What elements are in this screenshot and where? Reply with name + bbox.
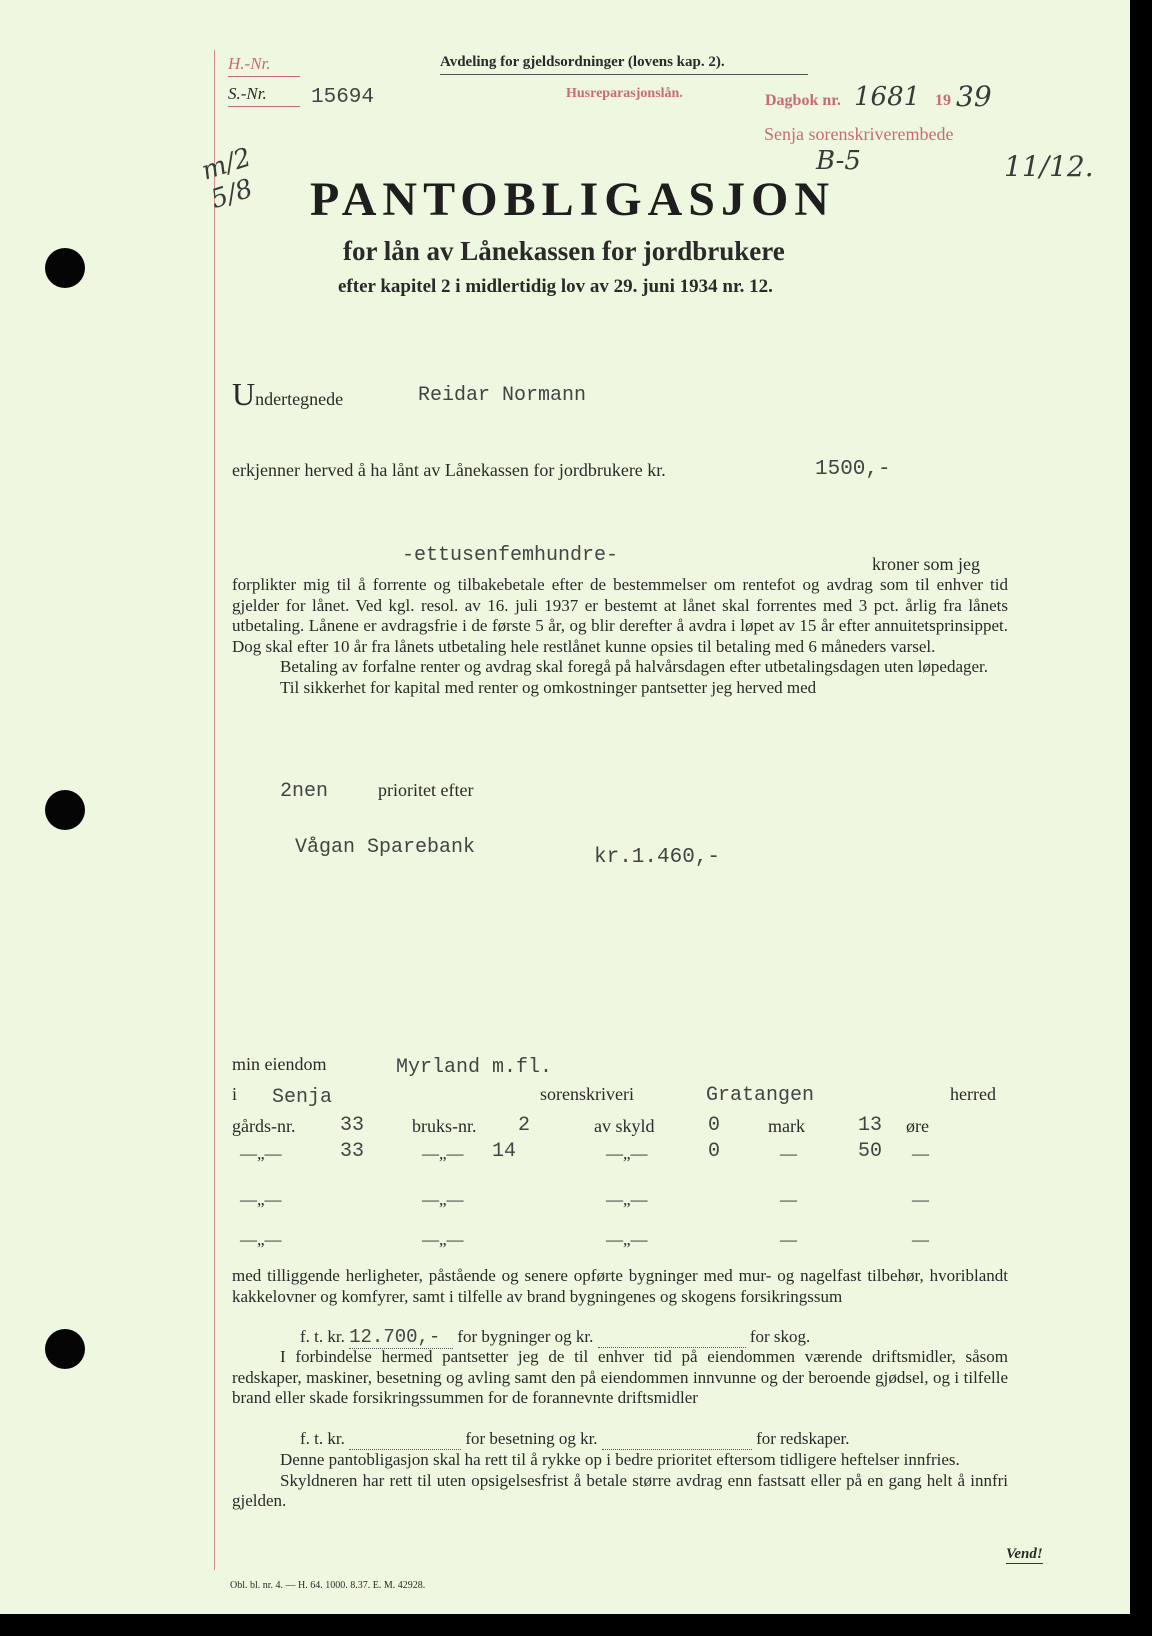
ditto-mark: —„— [606, 1144, 648, 1163]
property-label: min eiendom [232, 1054, 327, 1074]
dash-mark: — [912, 1144, 929, 1163]
sorenskriveri-label: sorenskriveri [540, 1084, 634, 1104]
ditto-mark: —„— [606, 1230, 648, 1249]
in-label: i [232, 1084, 238, 1104]
punch-hole [45, 248, 85, 288]
ditto-mark: —„— [422, 1230, 464, 1249]
ditto-mark: —„— [240, 1144, 282, 1163]
prior-creditor: Vågan Sparebank [295, 836, 476, 859]
ditto-mark: —„— [240, 1230, 282, 1249]
ft-label: f. t. kr. [300, 1327, 345, 1346]
h-nr-label: H.-Nr. [228, 54, 271, 73]
law-reference: efter kapitel 2 i midlertidig lov av 29. juni 1934 nr. 12. [338, 276, 773, 297]
handwritten-date: 11/12. [1004, 150, 1094, 183]
margin-note: m/2 5/8 [198, 142, 257, 216]
skyld-label: av skyld [594, 1116, 655, 1136]
document-title: PANTOBLIGASJON [310, 173, 835, 226]
dagbok-label: Dagbok nr. [765, 92, 841, 109]
ditto-mark: —„— [240, 1190, 282, 1209]
skyld-mark: 0 [708, 1140, 721, 1163]
bruks-number: 2 [518, 1114, 531, 1137]
ore-label: øre [906, 1116, 929, 1136]
print-info: Obl. bl. nr. 4. — H. 64. 1000. 8.37. E. M. 42928. [230, 1580, 426, 1591]
ditto-mark: —„— [606, 1190, 648, 1209]
turn-page-note: Vend! [1006, 1546, 1043, 1562]
dash-mark: — [912, 1230, 929, 1249]
payment-paragraph: Betaling av forfalne renter og avdrag skal foregå på halvårsdagen efter utbetalingsdagen uten løpedager. [280, 657, 989, 676]
dash-mark: — [780, 1190, 797, 1209]
prepayment-paragraph: Skyldneren har rett til uten opsigelsesfrist å betale større avdrag enn fastsatt eller på en gang helt å innfri gjelden. [232, 1470, 1008, 1510]
terms-paragraph: forplikter mig til å forrente og tilbakebetale efter de bestemmelser om rentefot og avdrag som til enhver tid gjelder for lånet. Ved kgl. resol. av 16. juli 1937 er bestemt at lånet skal forrentes med 3 pct. årlig fra lånets utbetaling. Lånene er avdragsfrie i de første 5 år, og blir derefter å avdra i løpet av 15 år efter annuitetsprinsippet. Dog skal efter 10 år fra lånets utbetaling hele restlånet kunne opsies til betaling med 6 måneders varsel. [232, 575, 1008, 656]
equipment-insurance-line [300, 1429, 850, 1450]
dash-mark: — [780, 1230, 797, 1249]
s-nr-value: 15694 [311, 86, 375, 109]
building-insurance-value: 12.700,- [349, 1326, 453, 1349]
priority-advance-paragraph: Denne pantobligasjon skal ha rett til å rykke op i bedre prioritet eftersom tidligere heftelser innfries. [280, 1450, 960, 1469]
equipment-paragraph: I forbindelse hermed pantsetter jeg de til enhver tid på eiendommen værende driftsmidler, såsom redskaper, maskiner, besetning og avling samt den på eiendommen innvunne og der beroende gjødsel, og i tilfelle brand eller skade forsikringssummen for de forannevnte driftsmidler [232, 1347, 1008, 1407]
dagbok-number: 1681 [854, 82, 921, 112]
punch-hole [45, 790, 85, 830]
closing-block [232, 1450, 1008, 1512]
for-livestock-label: for besetning og kr. [465, 1429, 598, 1448]
for-tools-label: for redskaper. [756, 1429, 850, 1448]
skyld-ore: 50 [858, 1140, 883, 1163]
skyld-mark: 0 [708, 1114, 721, 1137]
gards-label: gårds-nr. [232, 1116, 296, 1136]
debtor-name: Reidar Normann [418, 384, 587, 407]
forest-insurance-value [598, 1327, 746, 1348]
dash-mark: — [912, 1190, 929, 1209]
loan-type: Husreparasjonslån. [566, 86, 683, 101]
debtor-label-rest: ndertegnede [255, 389, 344, 409]
for-buildings-label: for bygninger og kr. [457, 1327, 594, 1346]
for-forest-label: for skog. [749, 1327, 811, 1346]
priority-value: 2nen [280, 780, 329, 803]
ft-label: f. t. kr. [300, 1429, 345, 1448]
terms-block [232, 575, 1008, 698]
mark-label: mark [768, 1116, 805, 1136]
document-subtitle: for lån av Lånekassen for jordbrukere [343, 236, 785, 266]
skyld-ore: 13 [858, 1114, 883, 1137]
priority-label: prioritet efter [378, 780, 474, 800]
appurtenances-paragraph: med tilliggende herligheter, påstående og senere opførte bygninger med mur- og nagelfast tilbehør, hvoriblandt kakkelovner og komfyrer, samt i tilfelle av brand bygningenes og skogens forsikringssum [232, 1266, 1008, 1306]
district-value: Senja [272, 1086, 333, 1109]
debtor-label: Undertegnede [232, 376, 344, 412]
livestock-insurance-value [349, 1429, 461, 1450]
herred-label: herred [950, 1084, 996, 1104]
acknowledge-text: erkjenner herved å ha lånt av Lånekassen for jordbrukere kr. [232, 460, 666, 480]
h-nr-rule [228, 76, 300, 77]
property-name: Myrland m.fl. [396, 1056, 553, 1079]
year-handwritten: 39 [956, 80, 992, 113]
building-insurance-line [300, 1326, 810, 1349]
prior-amount: kr.1.460,- [594, 846, 721, 869]
gards-number: 33 [340, 1140, 365, 1163]
ditto-mark: —„— [422, 1144, 464, 1163]
department-rule [440, 74, 808, 75]
margin-rule [214, 50, 215, 1570]
equipment-block [232, 1347, 1008, 1409]
municipality-value: Gratangen [706, 1084, 815, 1107]
ditto-mark: —„— [422, 1190, 464, 1209]
court-stamp: Senja sorenskriverembede [764, 124, 954, 144]
amount-in-words: -ettusenfemhundre- [402, 544, 619, 567]
security-paragraph: Til sikkerhet for kapital med renter og omkostninger pantsetter jeg herved med [280, 677, 817, 697]
dash-mark: — [780, 1144, 797, 1163]
loan-amount: 1500,- [815, 458, 891, 481]
s-nr-rule [228, 106, 300, 107]
department-header: Avdeling for gjeldsordninger (lovens kap. 2). [440, 54, 725, 70]
handwritten-reference: B-5 [816, 146, 861, 176]
punch-hole [45, 1329, 85, 1369]
bruks-number: 14 [492, 1140, 517, 1163]
kroner-text: kroner som jeg [872, 554, 980, 574]
tools-insurance-value [602, 1429, 752, 1450]
gards-number: 33 [340, 1114, 365, 1137]
bruks-label: bruks-nr. [412, 1116, 477, 1136]
appurtenances-block [232, 1266, 1008, 1307]
s-nr-label: S.-Nr. [228, 84, 267, 103]
year-printed: 19 [935, 92, 951, 109]
